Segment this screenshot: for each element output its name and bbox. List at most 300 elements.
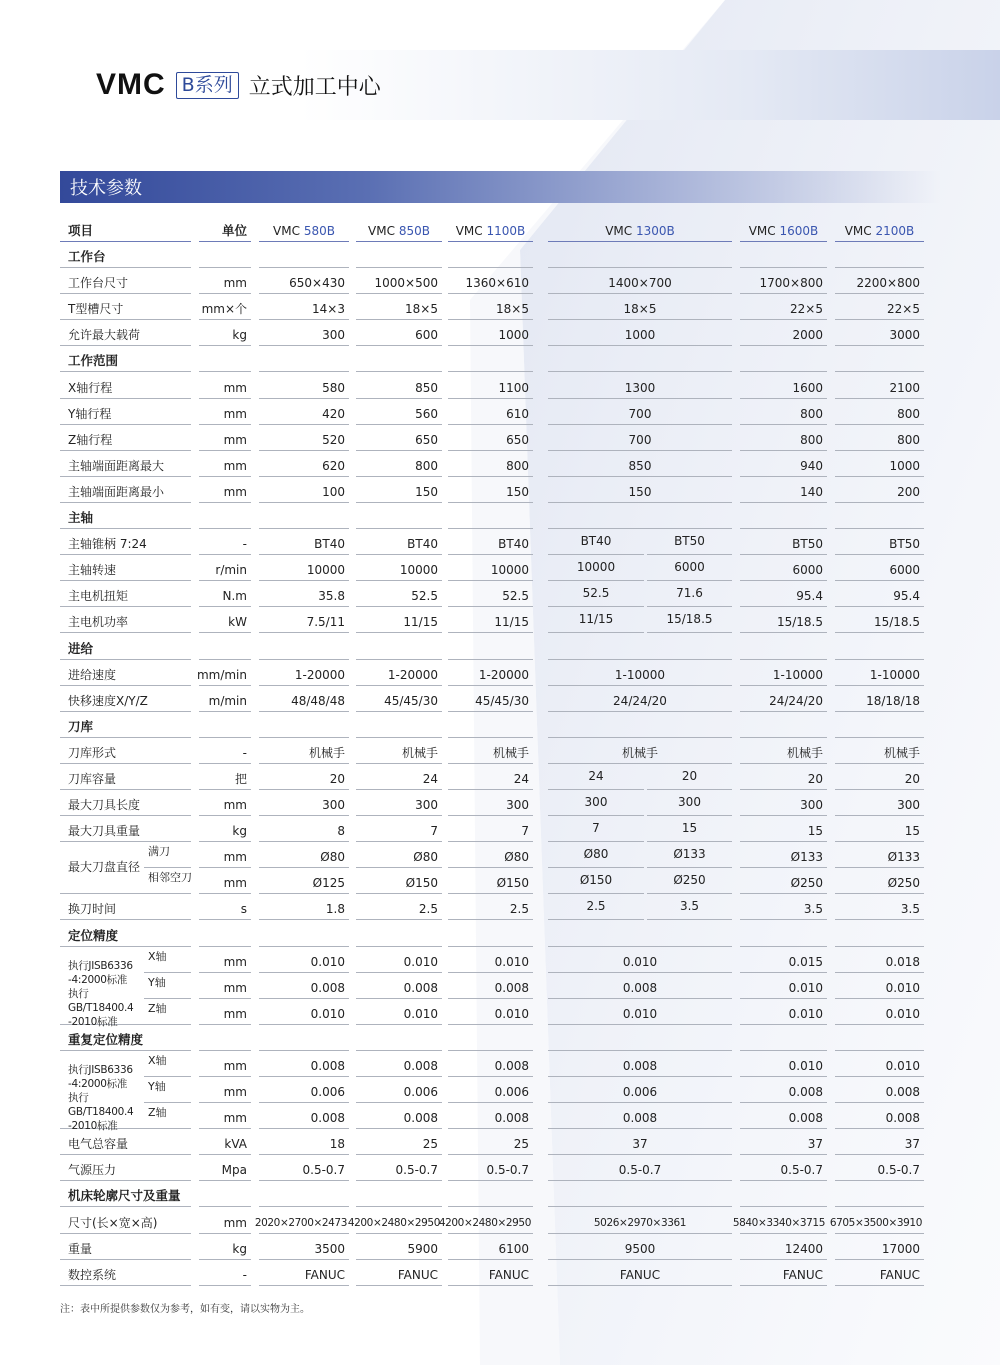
empty-cell: [259, 714, 349, 738]
empty-cell: [356, 505, 442, 529]
table-row: [60, 427, 930, 453]
empty-cell: [448, 636, 533, 660]
value-cell: 9500: [548, 1236, 732, 1260]
value-cell: 0.010: [548, 949, 732, 973]
table-row: [60, 1079, 930, 1105]
category-row: [60, 714, 930, 740]
value-cell: 11/15: [548, 609, 644, 633]
sub-label: X轴: [144, 1053, 191, 1077]
header-unit: 单位: [199, 218, 251, 242]
empty-cell: [259, 923, 349, 947]
value-cell: 机械手: [356, 740, 442, 764]
value-cell: 300: [448, 792, 533, 816]
value-cell: 10000: [548, 557, 644, 581]
category-label: 工作范围: [60, 348, 191, 372]
row-label: 主轴锥柄 7:24: [60, 531, 191, 555]
row-label: 尺寸(长×宽×高): [60, 1210, 191, 1234]
value-cell: Ø125: [259, 870, 349, 894]
model-header: VMC 1300B: [548, 218, 732, 242]
table-header-row: [60, 218, 930, 244]
model-header: VMC 1600B: [740, 218, 827, 242]
value-cell: 700: [548, 401, 732, 425]
empty-cell: [259, 244, 349, 268]
model-header: VMC 2100B: [835, 218, 924, 242]
value-cell: 0.008: [448, 975, 533, 999]
table-row: [60, 375, 930, 401]
empty-cell: [199, 923, 251, 947]
empty-cell: [199, 348, 251, 372]
value-cell: 140: [740, 479, 827, 503]
value-cell: 17000: [835, 1236, 924, 1260]
empty-cell: [740, 923, 827, 947]
table-row: [60, 401, 930, 427]
category-label: 工作台: [60, 244, 191, 268]
value-cell: Ø150: [448, 870, 533, 894]
value-cell: 1600: [740, 375, 827, 399]
value-cell: 0.008: [356, 1053, 442, 1077]
category-label: 刀库: [60, 714, 191, 738]
value-cell: 15/18.5: [647, 609, 732, 633]
empty-cell: [199, 244, 251, 268]
row-label: 主轴端面距离最大: [60, 453, 191, 477]
value-cell: 18: [259, 1131, 349, 1155]
section-title-bar: [60, 171, 940, 203]
sub-label: Y轴: [144, 975, 191, 999]
value-cell: 52.5: [356, 583, 442, 607]
value-cell: 1360×610: [448, 270, 533, 294]
value-cell: 2.5: [448, 896, 533, 920]
value-cell: BT40: [356, 531, 442, 555]
value-cell: 6705×3500×3910: [835, 1210, 924, 1234]
value-cell: 6000: [835, 557, 924, 581]
sub-label: Z轴: [144, 1105, 191, 1129]
empty-cell: [356, 714, 442, 738]
value-cell: 620: [259, 453, 349, 477]
value-cell: 0.008: [259, 1105, 349, 1129]
unit-cell: mm: [199, 844, 251, 868]
unit-cell: Mpa: [199, 1157, 251, 1181]
empty-cell: [835, 1027, 924, 1051]
empty-cell: [199, 505, 251, 529]
value-cell: 300: [740, 792, 827, 816]
unit-cell: kW: [199, 609, 251, 633]
value-cell: 1300: [548, 375, 732, 399]
value-cell: 10000: [259, 557, 349, 581]
empty-cell: [835, 505, 924, 529]
value-cell: 14×3: [259, 296, 349, 320]
table-row: [60, 1105, 930, 1131]
value-cell: 机械手: [448, 740, 533, 764]
value-cell: 1700×800: [740, 270, 827, 294]
value-cell: 0.5-0.7: [835, 1157, 924, 1181]
table-row: [60, 531, 930, 557]
unit-cell: m/min: [199, 688, 251, 712]
header-item: 项目: [60, 218, 191, 242]
value-cell: 0.015: [740, 949, 827, 973]
sub-label: X轴: [144, 949, 191, 973]
value-cell: 机械手: [259, 740, 349, 764]
value-cell: 18×5: [356, 296, 442, 320]
row-label: 数控系统: [60, 1262, 191, 1286]
table-row: [60, 1001, 930, 1027]
value-cell: 24: [448, 766, 533, 790]
value-cell: 1000×500: [356, 270, 442, 294]
value-cell: 6000: [647, 557, 732, 581]
value-cell: 1-20000: [356, 662, 442, 686]
value-cell: 0.010: [356, 1001, 442, 1025]
value-cell: 1400×700: [548, 270, 732, 294]
page-header: [96, 68, 381, 102]
value-cell: FANUC: [259, 1262, 349, 1286]
table-row: [60, 1236, 930, 1262]
model-header: VMC 1100B: [448, 218, 533, 242]
value-cell: 1000: [548, 322, 732, 346]
value-cell: 2020×2700×2473: [259, 1210, 349, 1234]
value-cell: 610: [448, 401, 533, 425]
table-row: [60, 609, 930, 635]
table-row: [60, 792, 930, 818]
table-row: [60, 1262, 930, 1288]
category-row: [60, 505, 930, 531]
value-cell: 940: [740, 453, 827, 477]
value-cell: 37: [740, 1131, 827, 1155]
value-cell: 52.5: [448, 583, 533, 607]
value-cell: 1-10000: [835, 662, 924, 686]
category-label: 定位精度: [60, 923, 191, 947]
value-cell: 18×5: [548, 296, 732, 320]
table-row: [60, 870, 930, 896]
empty-cell: [356, 636, 442, 660]
value-cell: 800: [835, 427, 924, 451]
value-cell: BT50: [647, 531, 732, 555]
value-cell: 0.008: [356, 1105, 442, 1129]
value-cell: 300: [356, 792, 442, 816]
row-label: 电气总容量: [60, 1131, 191, 1155]
model-header: VMC 580B: [259, 218, 349, 242]
empty-cell: [740, 348, 827, 372]
unit-cell: mm: [199, 975, 251, 999]
value-cell: Ø80: [356, 844, 442, 868]
value-cell: 24: [548, 766, 644, 790]
unit-cell: mm: [199, 792, 251, 816]
value-cell: 24: [356, 766, 442, 790]
value-cell: 0.008: [835, 1105, 924, 1129]
row-label: 主电机扭矩: [60, 583, 191, 607]
value-cell: 7.5/11: [259, 609, 349, 633]
value-cell: 5840×3340×3715: [740, 1210, 827, 1234]
value-cell: 0.010: [835, 975, 924, 999]
row-label: Z轴行程: [60, 427, 191, 451]
value-cell: 4200×2480×2950: [448, 1210, 533, 1234]
value-cell: 95.4: [740, 583, 827, 607]
value-cell: FANUC: [448, 1262, 533, 1286]
value-cell: Ø250: [835, 870, 924, 894]
row-label: T型槽尺寸: [60, 296, 191, 320]
value-cell: 150: [548, 479, 732, 503]
value-cell: 0.5-0.7: [448, 1157, 533, 1181]
value-cell: 1-20000: [259, 662, 349, 686]
spec-table: [60, 218, 930, 1288]
category-row: [60, 1027, 930, 1053]
value-cell: 5026×2970×3361: [548, 1210, 732, 1234]
unit-cell: 把: [199, 766, 251, 790]
value-cell: 20: [835, 766, 924, 790]
unit-cell: mm: [199, 870, 251, 894]
category-row: [60, 636, 930, 662]
value-cell: 1.8: [259, 896, 349, 920]
value-cell: 150: [356, 479, 442, 503]
empty-cell: [740, 1027, 827, 1051]
empty-cell: [448, 923, 533, 947]
empty-cell: [259, 636, 349, 660]
category-label: 主轴: [60, 505, 191, 529]
value-cell: 520: [259, 427, 349, 451]
row-label: Y轴行程: [60, 401, 191, 425]
empty-cell: [835, 348, 924, 372]
value-cell: 0.006: [259, 1079, 349, 1103]
empty-cell: [740, 505, 827, 529]
table-row: [60, 975, 930, 1001]
empty-cell: [448, 714, 533, 738]
value-cell: 10000: [356, 557, 442, 581]
value-cell: 200: [835, 479, 924, 503]
footnote: 注：表中所提供参数仅为参考，如有变，请以实物为主。: [60, 1304, 310, 1315]
unit-cell: -: [199, 531, 251, 555]
value-cell: 7: [548, 818, 644, 842]
row-label: 气源压力: [60, 1157, 191, 1181]
empty-cell: [448, 1183, 533, 1207]
unit-cell: mm: [199, 1079, 251, 1103]
unit-cell: mm: [199, 375, 251, 399]
table-row: [60, 740, 930, 766]
value-cell: 0.008: [548, 1053, 732, 1077]
table-row: [60, 844, 930, 875]
empty-cell: [835, 1183, 924, 1207]
value-cell: 11/15: [448, 609, 533, 633]
empty-cell: [448, 348, 533, 372]
value-cell: 700: [548, 427, 732, 451]
empty-cell: [548, 1027, 732, 1051]
value-cell: 600: [356, 322, 442, 346]
value-cell: 0.010: [740, 1001, 827, 1025]
value-cell: 机械手: [548, 740, 732, 764]
group-label: 最大刀盘直径: [60, 844, 144, 894]
value-cell: 11/15: [356, 609, 442, 633]
empty-cell: [259, 348, 349, 372]
value-cell: 800: [448, 453, 533, 477]
value-cell: Ø80: [548, 844, 644, 868]
empty-cell: [259, 1027, 349, 1051]
value-cell: 0.5-0.7: [356, 1157, 442, 1181]
value-cell: 0.5-0.7: [740, 1157, 827, 1181]
value-cell: 1-10000: [548, 662, 732, 686]
value-cell: 52.5: [548, 583, 644, 607]
value-cell: 0.008: [356, 975, 442, 999]
value-cell: 0.018: [835, 949, 924, 973]
value-cell: FANUC: [835, 1262, 924, 1286]
value-cell: 20: [647, 766, 732, 790]
table-row: [60, 766, 930, 792]
value-cell: 300: [647, 792, 732, 816]
value-cell: 0.010: [448, 1001, 533, 1025]
value-cell: 48/48/48: [259, 688, 349, 712]
value-cell: 0.008: [740, 1079, 827, 1103]
empty-cell: [548, 348, 732, 372]
value-cell: 22×5: [740, 296, 827, 320]
value-cell: FANUC: [740, 1262, 827, 1286]
value-cell: 10000: [448, 557, 533, 581]
category-label: 进给: [60, 636, 191, 660]
table-row: [60, 322, 930, 348]
value-cell: 0.008: [259, 975, 349, 999]
value-cell: 0.006: [448, 1079, 533, 1103]
value-cell: 2100: [835, 375, 924, 399]
unit-cell: -: [199, 1262, 251, 1286]
value-cell: 0.008: [835, 1079, 924, 1103]
value-cell: 0.006: [356, 1079, 442, 1103]
value-cell: BT50: [835, 531, 924, 555]
row-label: 最大刀具重量: [60, 818, 191, 842]
value-cell: 0.006: [548, 1079, 732, 1103]
empty-cell: [356, 1027, 442, 1051]
row-label: 刀库形式: [60, 740, 191, 764]
row-label: 快移速度X/Y/Z: [60, 688, 191, 712]
value-cell: 580: [259, 375, 349, 399]
row-label: 重量: [60, 1236, 191, 1260]
empty-cell: [259, 1183, 349, 1207]
value-cell: Ø133: [835, 844, 924, 868]
model-header: VMC 850B: [356, 218, 442, 242]
empty-cell: [548, 714, 732, 738]
value-cell: Ø133: [740, 844, 827, 868]
value-cell: 7: [356, 818, 442, 842]
unit-cell: mm: [199, 1210, 251, 1234]
value-cell: 800: [740, 401, 827, 425]
value-cell: 800: [835, 401, 924, 425]
empty-cell: [740, 244, 827, 268]
value-cell: 37: [548, 1131, 732, 1155]
unit-cell: kg: [199, 322, 251, 346]
group-label: 执行JISB6336 -4:2000标准 执行GB/T18400.4 -2010标准: [60, 949, 144, 1025]
value-cell: 0.008: [548, 975, 732, 999]
unit-cell: mm×个: [199, 296, 251, 320]
empty-cell: [448, 1027, 533, 1051]
value-cell: 0.010: [548, 1001, 732, 1025]
value-cell: 12400: [740, 1236, 827, 1260]
empty-cell: [259, 505, 349, 529]
value-cell: 0.010: [259, 949, 349, 973]
empty-cell: [199, 714, 251, 738]
value-cell: 0.010: [259, 1001, 349, 1025]
empty-cell: [199, 1183, 251, 1207]
value-cell: 15/18.5: [835, 609, 924, 633]
value-cell: 18/18/18: [835, 688, 924, 712]
unit-cell: mm: [199, 1053, 251, 1077]
empty-cell: [548, 505, 732, 529]
table-row: [60, 296, 930, 322]
value-cell: 0.5-0.7: [548, 1157, 732, 1181]
table-row: [60, 583, 930, 609]
category-label: 重复定位精度: [60, 1027, 191, 1051]
unit-cell: mm: [199, 949, 251, 973]
value-cell: 1000: [448, 322, 533, 346]
value-cell: 37: [835, 1131, 924, 1155]
value-cell: 3000: [835, 322, 924, 346]
row-label: X轴行程: [60, 375, 191, 399]
value-cell: 15: [835, 818, 924, 842]
value-cell: 300: [835, 792, 924, 816]
value-cell: 6100: [448, 1236, 533, 1260]
value-cell: 0.008: [548, 1105, 732, 1129]
value-cell: 2.5: [548, 896, 644, 920]
value-cell: Ø80: [448, 844, 533, 868]
value-cell: 1100: [448, 375, 533, 399]
category-row: [60, 1183, 930, 1209]
category-row: [60, 923, 930, 949]
value-cell: 18×5: [448, 296, 533, 320]
page-title: 立式加工中心: [248, 74, 381, 100]
value-cell: BT40: [448, 531, 533, 555]
value-cell: 22×5: [835, 296, 924, 320]
value-cell: 300: [259, 792, 349, 816]
sub-label: 满刀: [144, 844, 191, 868]
value-cell: 8: [259, 818, 349, 842]
empty-cell: [448, 505, 533, 529]
value-cell: 800: [740, 427, 827, 451]
value-cell: 3.5: [647, 896, 732, 920]
series-badge: B系列: [176, 72, 239, 99]
row-label: 主轴端面距离最小: [60, 479, 191, 503]
unit-cell: r/min: [199, 557, 251, 581]
unit-cell: kVA: [199, 1131, 251, 1155]
row-label: 主轴转速: [60, 557, 191, 581]
empty-cell: [356, 348, 442, 372]
table-row: [60, 1210, 930, 1236]
empty-cell: [448, 244, 533, 268]
value-cell: 100: [259, 479, 349, 503]
value-cell: 0.010: [835, 1053, 924, 1077]
empty-cell: [740, 714, 827, 738]
value-cell: 0.010: [835, 1001, 924, 1025]
value-cell: 300: [259, 322, 349, 346]
empty-cell: [356, 923, 442, 947]
empty-cell: [740, 636, 827, 660]
value-cell: Ø133: [647, 844, 732, 868]
row-label: 允许最大载荷: [60, 322, 191, 346]
row-label: 工作台尺寸: [60, 270, 191, 294]
sub-label: Z轴: [144, 1001, 191, 1025]
value-cell: 2000: [740, 322, 827, 346]
value-cell: 650: [448, 427, 533, 451]
value-cell: 650×430: [259, 270, 349, 294]
category-row: [60, 244, 930, 270]
empty-cell: [199, 636, 251, 660]
value-cell: 20: [259, 766, 349, 790]
unit-cell: mm: [199, 270, 251, 294]
value-cell: 850: [548, 453, 732, 477]
empty-cell: [548, 1183, 732, 1207]
unit-cell: kg: [199, 1236, 251, 1260]
value-cell: 45/45/30: [356, 688, 442, 712]
value-cell: BT50: [740, 531, 827, 555]
value-cell: FANUC: [548, 1262, 732, 1286]
value-cell: 3.5: [740, 896, 827, 920]
empty-cell: [356, 1183, 442, 1207]
value-cell: 5900: [356, 1236, 442, 1260]
value-cell: 20: [740, 766, 827, 790]
value-cell: 6000: [740, 557, 827, 581]
empty-cell: [199, 1027, 251, 1051]
